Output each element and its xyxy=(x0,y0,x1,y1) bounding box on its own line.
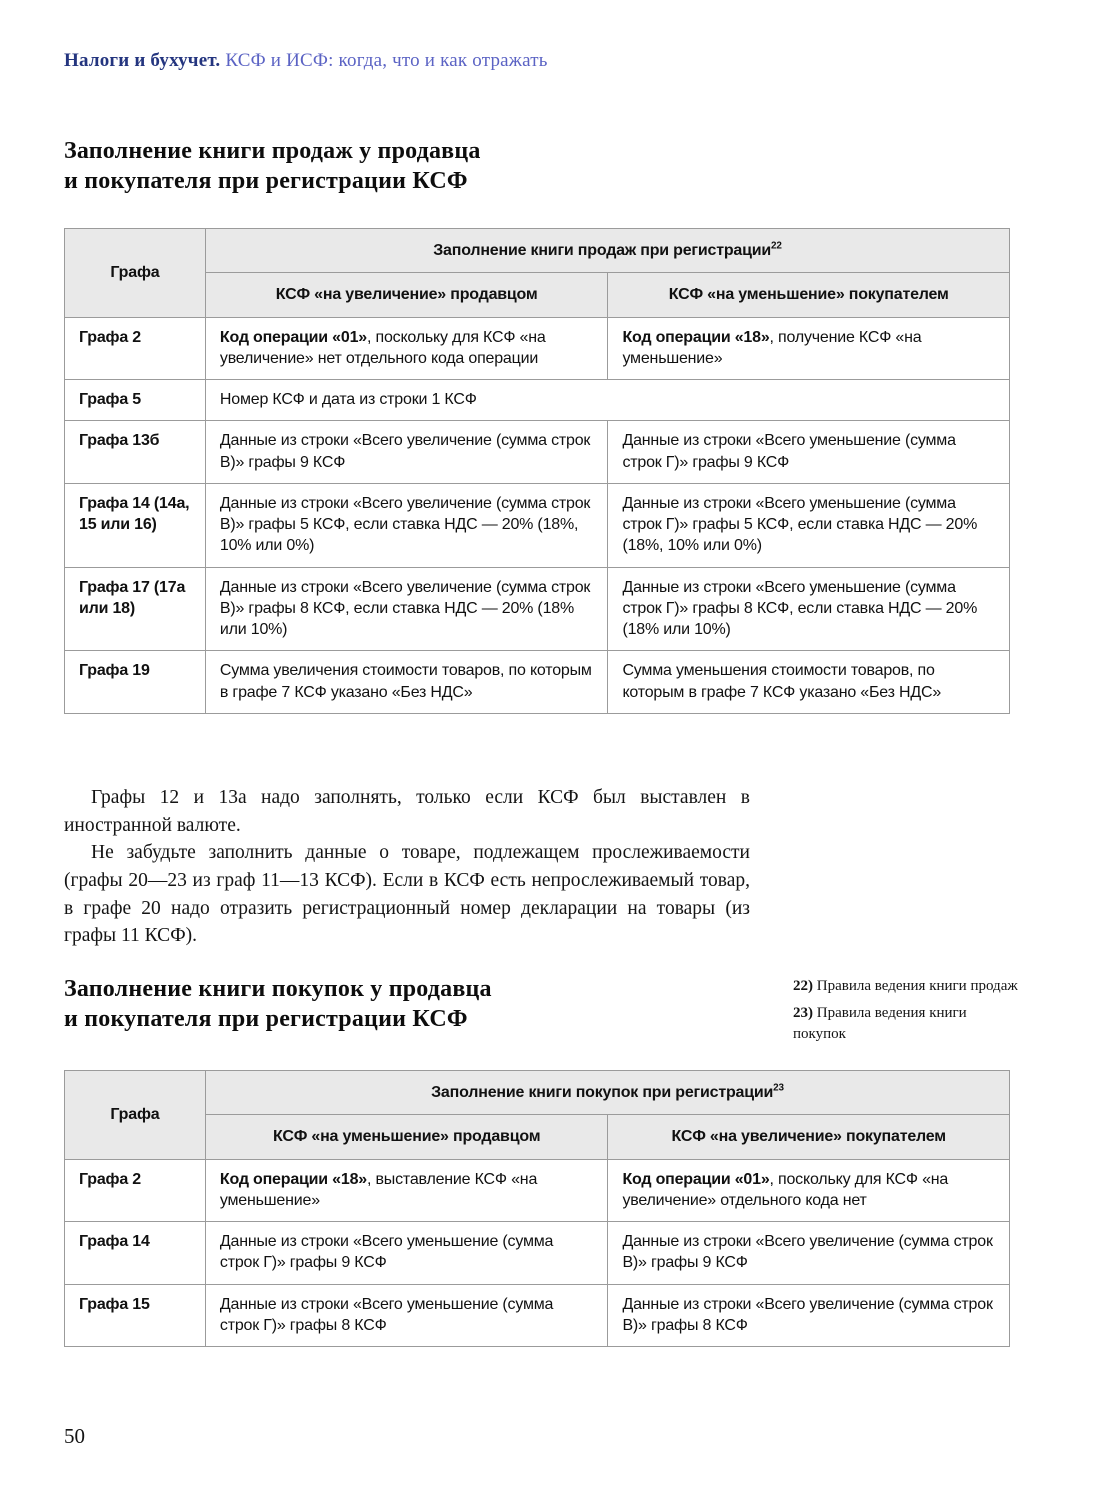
margin-footnotes xyxy=(793,976,1021,1051)
page-number: 50 xyxy=(64,1424,85,1448)
t1-r2-span-cell: Номер КСФ и дата из строки 1 КСФ xyxy=(205,380,1009,421)
table-row xyxy=(65,273,1010,317)
section2-title-line1: Заполнение книги покупок у продавца xyxy=(64,976,492,1002)
table-row xyxy=(65,1222,1010,1285)
t1-r6-grafa: Графа 19 xyxy=(65,651,206,714)
body-text xyxy=(64,784,750,950)
t2-r3-buyer-cell: Данные из строки «Всего увеличение (сумма строк В)» графы 8 КСФ xyxy=(608,1284,1010,1347)
running-header xyxy=(64,50,548,72)
sales-book-table xyxy=(64,228,1010,714)
footnote-22-number: 22) xyxy=(793,978,813,994)
footnote-23-text: Правила ведения книги покупок xyxy=(793,1005,967,1042)
footnote-23 xyxy=(793,1003,1021,1044)
table-row xyxy=(65,483,1010,567)
table-row xyxy=(65,421,1010,484)
t1-r5-buyer-cell: Данные из строки «Всего уменьшение (сумма строк Г)» графы 8 КСФ, если ставка НДС — 20% (18% или 10%) xyxy=(608,567,1010,651)
body-paragraph-2: Не забудьте заполнить данные о товаре, подлежащем прослеживаемости (графы 20—23 из граф 11—13 КСФ). Если в КСФ есть непрослеживаемый товар, в графе 20 надо отразить регистрационный номер декларации на товары (из графы 11 КСФ). xyxy=(64,842,750,947)
table-row xyxy=(65,567,1010,651)
t2-r1-seller-cell xyxy=(205,1159,608,1222)
t1-r1-grafa: Графа 2 xyxy=(65,317,206,380)
t2-subheader-seller: КСФ «на уменьшение» продавцом xyxy=(205,1115,608,1159)
t1-r4-buyer-cell: Данные из строки «Всего уменьшение (сумма строк Г)» графы 5 КСФ, если ставка НДС — 20% (18%, 10% или 0%) xyxy=(608,483,1010,567)
t2-subheader-buyer: КСФ «на увеличение» покупателем xyxy=(608,1115,1010,1159)
section1-title-line2: и покупателя при регистрации КСФ xyxy=(64,168,468,195)
t1-r3-buyer-cell: Данные из строки «Всего уменьшение (сумма строк Г)» графы 9 КСФ xyxy=(608,421,1010,484)
table-row xyxy=(65,317,1010,380)
t2-corner-header: Графа xyxy=(65,1071,206,1160)
t2-r2-grafa: Графа 14 xyxy=(65,1222,206,1285)
footnote-23-number: 23) xyxy=(793,1005,813,1022)
footnote-22-text: Правила ведения книги продаж xyxy=(813,978,1018,994)
t2-title-text: Заполнение книги покупок при регистрации xyxy=(431,1084,774,1101)
t1-r3-grafa: Графа 13б xyxy=(65,421,206,484)
section2-title-line2: и покупателя при регистрации КСФ xyxy=(64,1006,468,1033)
cell-text: , получение КСФ «на уменьшение» xyxy=(622,328,922,367)
body-paragraph-1: Графы 12 и 13а надо заполнять, только если КСФ был выставлен в иностранной валюте. xyxy=(64,787,750,836)
running-header-brand: Налоги и бухучет. xyxy=(64,50,221,71)
t2-r2-seller-cell: Данные из строки «Всего уменьшение (сумма строк Г)» графы 9 КСФ xyxy=(205,1222,608,1285)
purchases-book-table xyxy=(64,1070,1010,1347)
table-row xyxy=(65,1284,1010,1347)
t1-title-text: Заполнение книги продаж при регистрации xyxy=(433,242,772,259)
t1-r5-seller-cell: Данные из строки «Всего увеличение (сумма строк В)» графы 8 КСФ, если ставка НДС — 20% (18% или 10%) xyxy=(205,567,608,651)
t1-r2-grafa: Графа 5 xyxy=(65,380,206,421)
table-row xyxy=(65,229,1010,273)
t1-r3-seller-cell: Данные из строки «Всего увеличение (сумма строк В)» графы 9 КСФ xyxy=(205,421,608,484)
t1-corner-header: Графа xyxy=(65,229,206,318)
running-header-topic: КСФ и ИСФ: когда, что и как отражать xyxy=(225,50,548,71)
table-row xyxy=(65,380,1010,421)
t1-r4-grafa: Графа 14 (14а, 15 или 16) xyxy=(65,483,206,567)
op-code-bold: Код операции «01» xyxy=(219,328,367,346)
t2-r2-buyer-cell: Данные из строки «Всего увеличение (сумма строк В)» графы 9 КСФ xyxy=(608,1222,1010,1285)
footnote-ref-22: 22 xyxy=(771,240,782,252)
t2-r1-grafa: Графа 2 xyxy=(65,1159,206,1222)
t1-subheader-buyer: КСФ «на уменьшение» покупателем xyxy=(608,273,1010,317)
t1-r4-seller-cell: Данные из строки «Всего увеличение (сумма строк В)» графы 5 КСФ, если ставка НДС — 20% (18%, 10% или 0%) xyxy=(205,483,608,567)
t2-r3-seller-cell: Данные из строки «Всего уменьшение (сумма строк Г)» графы 8 КСФ xyxy=(205,1284,608,1347)
t2-r3-grafa: Графа 15 xyxy=(65,1284,206,1347)
t1-r6-seller-cell: Сумма увеличения стоимости товаров, по которым в графе 7 КСФ указано «Без НДС» xyxy=(205,651,608,714)
op-code-bold: Код операции «01» xyxy=(622,1170,770,1188)
footnote-22 xyxy=(793,976,1021,996)
t1-title-header xyxy=(205,229,1009,273)
t1-subheader-seller: КСФ «на увеличение» продавцом xyxy=(205,273,608,317)
cell-text: , поскольку для КСФ «на увеличение» нет отдельного кода операции xyxy=(219,328,546,367)
table-row xyxy=(65,1159,1010,1222)
op-code-bold: Код операции «18» xyxy=(219,1170,367,1188)
t2-r1-buyer-cell xyxy=(608,1159,1010,1222)
table-row xyxy=(65,1115,1010,1159)
t1-r6-buyer-cell: Сумма уменьшения стоимости товаров, по которым в графе 7 КСФ указано «Без НДС» xyxy=(608,651,1010,714)
section1-title xyxy=(64,136,481,196)
section1-title-line1: Заполнение книги продаж у продавца xyxy=(64,138,481,164)
cell-text: , поскольку для КСФ «на увеличение» отдельного кода нет xyxy=(622,1170,949,1209)
cell-text: , выставление КСФ «на уменьшение» xyxy=(219,1170,538,1209)
table-row xyxy=(65,1071,1010,1115)
t1-r1-seller-cell xyxy=(205,317,608,380)
t2-title-header xyxy=(205,1071,1009,1115)
t1-r5-grafa: Графа 17 (17а или 18) xyxy=(65,567,206,651)
t1-r1-buyer-cell xyxy=(608,317,1010,380)
op-code-bold: Код операции «18» xyxy=(622,328,770,346)
table-row xyxy=(65,651,1010,714)
section2-title xyxy=(64,974,492,1034)
footnote-ref-23: 23 xyxy=(773,1082,784,1094)
